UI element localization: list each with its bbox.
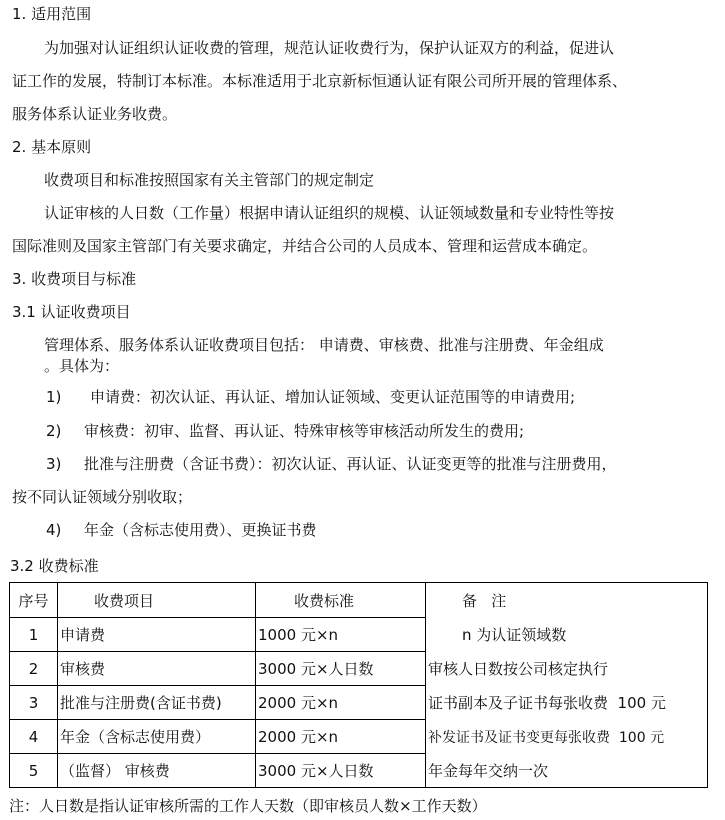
section-2-title: 2. 基本原则	[12, 138, 92, 156]
cell-standard: 1000 元×n	[256, 618, 426, 652]
list-item-text: 申请费：初次认证、再认证、增加认证领域、变更认证范围等的申请费用;	[90, 388, 576, 406]
header-cell-no: 序号	[10, 583, 58, 618]
list-item	[46, 454, 617, 474]
table-header-row	[10, 583, 708, 618]
table-footnote: 注：人日数是指认证审核所需的工作人天数（即审核员人数×工作天数）	[9, 797, 487, 815]
cell-note: 审核人日数按公司核定执行	[426, 652, 708, 686]
section-3-1-title: 3.1 认证收费项目	[12, 303, 131, 321]
table-row	[10, 754, 708, 788]
section-1-paragraph-line-3: 服务体系认证业务收费。	[12, 105, 178, 123]
cell-item: 审核费	[58, 652, 256, 686]
cell-note: n 为认证领域数	[426, 618, 708, 652]
cell-note: 年金每年交纳一次	[426, 754, 708, 788]
cell-standard: 3000 元×人日数	[256, 754, 426, 788]
header-cell-note: 备 注	[426, 583, 708, 618]
list-item-text: 审核费：初审、监督、再认证、特殊审核等审核活动所发生的费用;	[84, 422, 525, 440]
header-cell-standard: 收费标准	[256, 583, 426, 618]
list-item	[46, 387, 575, 407]
cell-no: 1	[10, 618, 58, 652]
section-3-title: 3. 收费项目与标准	[12, 270, 137, 288]
cell-no: 3	[10, 686, 58, 720]
header-cell-item: 收费项目	[58, 583, 256, 618]
list-item-text: 批准与注册费（含证书费）：初次认证、再认证、认证变更等的批准与注册费用，	[84, 455, 617, 473]
table-row	[10, 686, 708, 720]
cell-item: 批准与注册费(含证书费)	[58, 686, 256, 720]
cell-standard: 2000 元×n	[256, 686, 426, 720]
table-row	[10, 618, 708, 652]
table-row	[10, 720, 708, 754]
section-2-paragraph-2-line-1: 认证审核的人日数（工作量）根据申请认证组织的规模、认证领域数量和专业特性等按	[44, 204, 615, 222]
section-1-title: 1. 适用范围	[12, 5, 92, 23]
cell-standard: 3000 元×人日数	[256, 652, 426, 686]
list-item-number: 1)	[46, 388, 62, 406]
list-item-number: 2)	[46, 422, 62, 440]
section-3-1-paragraph-line-2: 。具体为：	[44, 357, 120, 375]
list-item-continuation: 按不同认证领域分别收取；	[12, 488, 193, 506]
list-item-text: 年金（含标志使用费）、更换证书费	[84, 521, 317, 539]
cell-note: 补发证书及证书变更每张收费 100 元	[426, 720, 708, 754]
table-row	[10, 652, 708, 686]
section-2-paragraph-1: 收费项目和标准按照国家有关主管部门的规定制定	[44, 171, 375, 189]
list-item-number: 3)	[46, 455, 62, 473]
section-2-paragraph-2-line-2: 国际准则及国家主管部门有关要求确定，并结合公司的人员成本、管理和运营成本确定。	[12, 237, 598, 255]
list-item	[46, 520, 317, 540]
cell-no: 4	[10, 720, 58, 754]
section-3-2-title: 3.2 收费标准	[10, 557, 99, 575]
fee-table	[9, 582, 708, 788]
cell-standard: 2000 元×n	[256, 720, 426, 754]
cell-no: 5	[10, 754, 58, 788]
cell-item: 申请费	[58, 618, 256, 652]
cell-item: 年金（含标志使用费）	[58, 720, 256, 754]
cell-no: 2	[10, 652, 58, 686]
section-3-1-paragraph-line-1: 管理体系、服务体系认证收费项目包括： 申请费、审核费、批准与注册费、年金组成	[44, 336, 604, 354]
section-1-paragraph-line-2: 证工作的发展，特制订本标准。本标准适用于北京新标恒通认证有限公司所开展的管理体系、	[12, 72, 628, 90]
list-item	[46, 421, 524, 441]
cell-item: （监督） 审核费	[58, 754, 256, 788]
list-item-number: 4)	[46, 521, 62, 539]
section-1-paragraph-line-1: 为加强对认证组织认证收费的管理，规范认证收费行为，保护认证双方的利益，促进认	[44, 39, 615, 57]
cell-note: 证书副本及子证书每张收费 100 元	[426, 686, 708, 720]
